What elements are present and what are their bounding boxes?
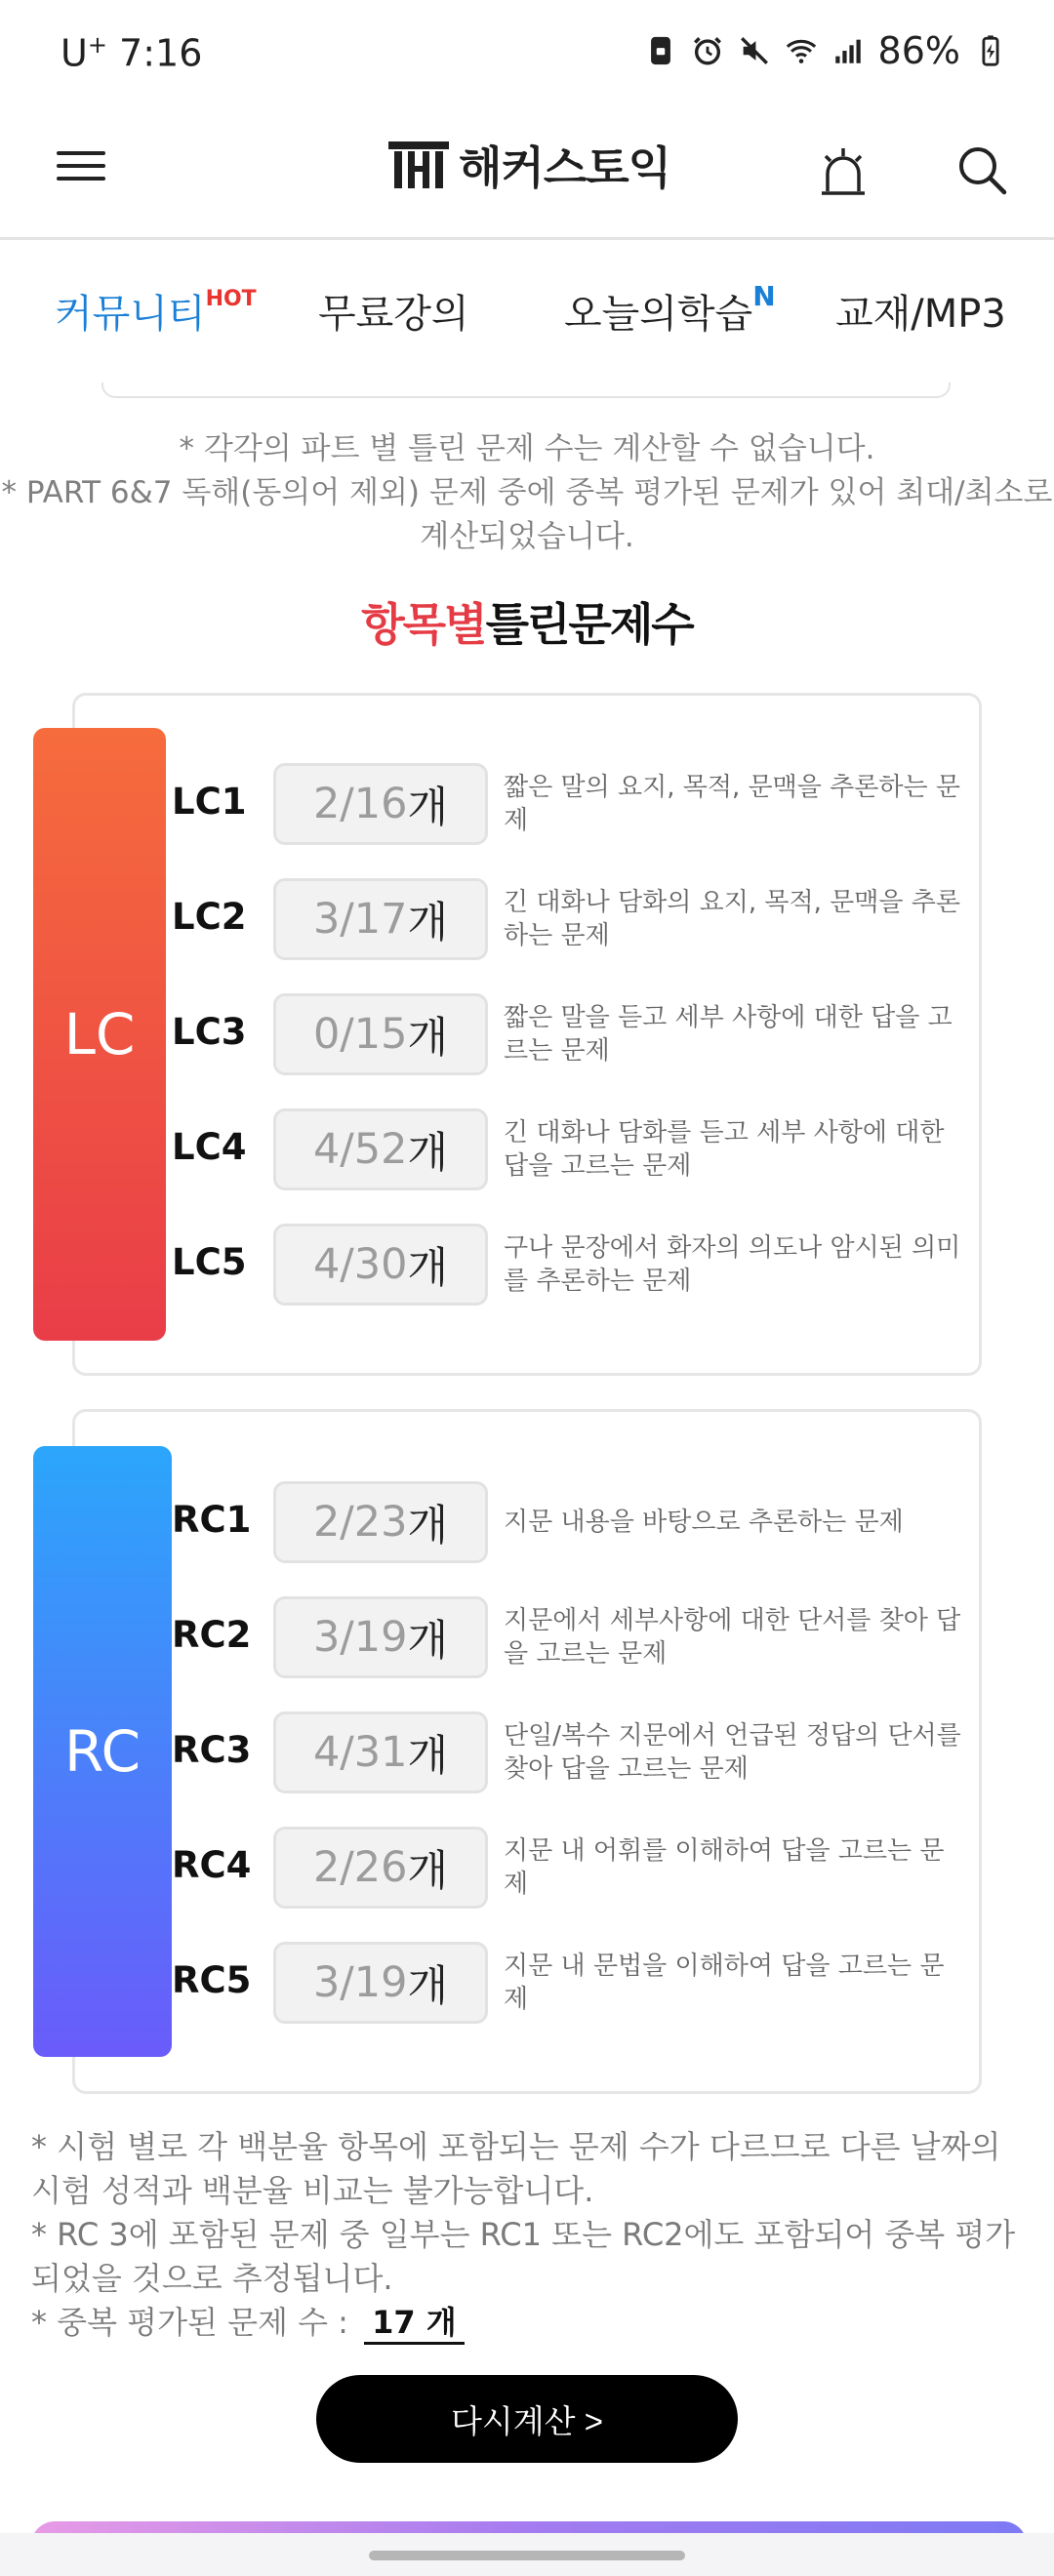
count-unit: 개 <box>407 1846 449 1896</box>
wrong-count: 4/31 <box>312 1728 408 1777</box>
score-row <box>0 1942 1054 2026</box>
wrong-count: 3/19 <box>312 1958 408 2007</box>
logo-icon <box>386 136 451 194</box>
note-line: * PART 6&7 독해(동의어 제외) 문제 중에 중복 평가된 문제가 있어 최대/최소로 계산되었습니다. <box>1 475 1053 554</box>
item-code: LC2 <box>172 896 247 938</box>
alarm-bell-icon[interactable] <box>816 142 871 201</box>
status-bar <box>0 0 1054 107</box>
tab-books-mp3[interactable] <box>835 283 1006 339</box>
tab-today-study[interactable] <box>564 279 776 339</box>
score-row <box>0 763 1054 847</box>
battery-percent: 86% <box>877 29 960 72</box>
tab-community[interactable] <box>55 283 257 339</box>
item-description: 짧은 말을 듣고 세부 사항에 대한 답을 고르는 문제 <box>504 1003 953 1066</box>
section-title <box>0 589 1054 654</box>
item-code: LC3 <box>172 1011 247 1053</box>
item-code: RC3 <box>172 1729 252 1771</box>
item-code: RC4 <box>172 1844 252 1886</box>
carrier-sup: + <box>87 31 107 59</box>
score-row <box>0 1711 1054 1795</box>
wrong-count-box <box>273 1711 488 1793</box>
item-description: 지문 내 어휘를 이해하여 답을 고르는 문제 <box>504 1836 945 1899</box>
note-line: * 각각의 파트 별 틀린 문제 수는 계산할 수 없습니다. <box>179 431 875 466</box>
app-header <box>0 107 1054 240</box>
item-code: RC2 <box>172 1614 252 1656</box>
score-row <box>0 1481 1054 1565</box>
wrong-count-box <box>273 1942 488 2024</box>
wrong-count-box <box>273 1481 488 1563</box>
item-code: LC4 <box>172 1126 247 1168</box>
wrong-count-box <box>273 1827 488 1909</box>
wrong-count: 4/52 <box>312 1125 408 1174</box>
score-row <box>0 878 1054 962</box>
score-row <box>0 1827 1054 1911</box>
wrong-count: 2/26 <box>312 1843 408 1892</box>
item-code: RC5 <box>172 1959 252 2001</box>
clock-time: 7:16 <box>119 31 203 75</box>
wrong-count: 3/19 <box>312 1613 408 1662</box>
item-description: 짧은 말의 요지, 목적, 문맥을 추론하는 문제 <box>504 773 960 835</box>
previous-card-edge <box>101 382 951 398</box>
carrier-label: U <box>61 31 88 75</box>
wrong-count-box <box>273 1596 488 1678</box>
search-icon[interactable] <box>954 141 1009 199</box>
sim-lock-icon <box>644 34 677 67</box>
item-description: 긴 대화나 담화를 듣고 세부 사항에 대한 답을 고르는 문제 <box>504 1118 945 1181</box>
count-unit: 개 <box>407 1501 449 1550</box>
signal-icon <box>831 34 865 67</box>
menu-icon[interactable] <box>57 142 107 201</box>
count-unit: 개 <box>407 1961 449 2011</box>
count-unit: 개 <box>407 783 449 832</box>
recalculate-button[interactable]: 다시계산 > <box>316 2375 738 2463</box>
item-code: LC1 <box>172 781 247 823</box>
wrong-count: 4/30 <box>312 1240 408 1289</box>
lc-label: LC <box>33 728 166 1341</box>
score-row <box>0 993 1054 1077</box>
status-icons <box>644 29 1007 72</box>
count-unit: 개 <box>407 898 449 947</box>
category-tabs <box>0 250 1054 367</box>
status-time-group <box>61 31 202 75</box>
wrong-count: 3/17 <box>312 895 408 944</box>
count-unit: 개 <box>407 1243 449 1293</box>
score-row <box>0 1224 1054 1308</box>
notes-bottom <box>31 2125 1036 2345</box>
home-indicator[interactable] <box>369 2551 685 2560</box>
wifi-icon <box>785 34 818 67</box>
tab-label: 커뮤니티 <box>55 292 206 337</box>
logo-text: 해커스토익 <box>459 141 671 194</box>
duplicate-count-line <box>31 2301 1036 2345</box>
item-code: RC1 <box>172 1499 252 1541</box>
section-title-rest: 틀린문제수 <box>485 598 693 651</box>
tab-label: 오늘의학습 <box>564 292 753 337</box>
wrong-count: 0/15 <box>312 1010 408 1059</box>
wrong-count-box <box>273 763 488 845</box>
score-row <box>0 1108 1054 1192</box>
tab-free-lectures[interactable] <box>318 283 469 339</box>
new-badge: N <box>752 279 776 312</box>
count-unit: 개 <box>407 1731 449 1781</box>
item-code: LC5 <box>172 1241 247 1283</box>
rc-label: RC <box>33 1446 172 2057</box>
notes-top <box>0 427 1054 559</box>
wrong-count: 2/23 <box>312 1498 408 1547</box>
mute-icon <box>738 34 771 67</box>
count-unit: 개 <box>407 1616 449 1666</box>
item-description: 지문 내 문법을 이해하여 답을 고르는 문제 <box>504 1952 945 2014</box>
wrong-count-box <box>273 993 488 1075</box>
wrong-count-box <box>273 1224 488 1306</box>
count-unit: 개 <box>407 1128 449 1178</box>
duplicate-count-label: * 중복 평가된 문제 수 : <box>31 2304 348 2341</box>
logo[interactable] <box>386 133 670 197</box>
score-row <box>0 1596 1054 1680</box>
item-description: 지문에서 세부사항에 대한 단서를 찾아 답을 고르는 문제 <box>504 1606 961 1669</box>
item-description: 구나 문장에서 화자의 의도나 암시된 의미를 추론하는 문제 <box>504 1233 961 1296</box>
item-description: 단일/복수 지문에서 언급된 정답의 단서를 찾아 답을 고르는 문제 <box>504 1721 961 1784</box>
item-description: 긴 대화나 담화의 요지, 목적, 문맥을 추론하는 문제 <box>504 888 960 950</box>
tab-label: 무료강의 <box>318 292 469 337</box>
note-line: * 시험 별로 각 백분율 항목에 포함되는 문제 수가 다르므로 다른 날짜의 시험 성적과 백분율 비교는 불가능합니다. <box>31 2128 1001 2209</box>
wrong-count-box <box>273 878 488 960</box>
duplicate-count-value: 17 개 <box>364 2303 465 2345</box>
tab-label: 교재/MP3 <box>835 292 1006 337</box>
note-line: * RC 3에 포함된 문제 중 일부는 RC1 또는 RC2에도 포함되어 중복 평가 되었을 것으로 추정됩니다. <box>31 2216 1016 2297</box>
alarm-icon <box>691 34 724 67</box>
section-title-highlight: 항목별 <box>361 598 486 651</box>
wrong-count: 2/16 <box>312 780 408 828</box>
wrong-count-box <box>273 1108 488 1190</box>
battery-charging-icon <box>974 34 1007 67</box>
hot-badge: HOT <box>205 286 257 311</box>
item-description: 지문 내용을 바탕으로 추론하는 문제 <box>504 1508 904 1537</box>
count-unit: 개 <box>407 1013 449 1063</box>
